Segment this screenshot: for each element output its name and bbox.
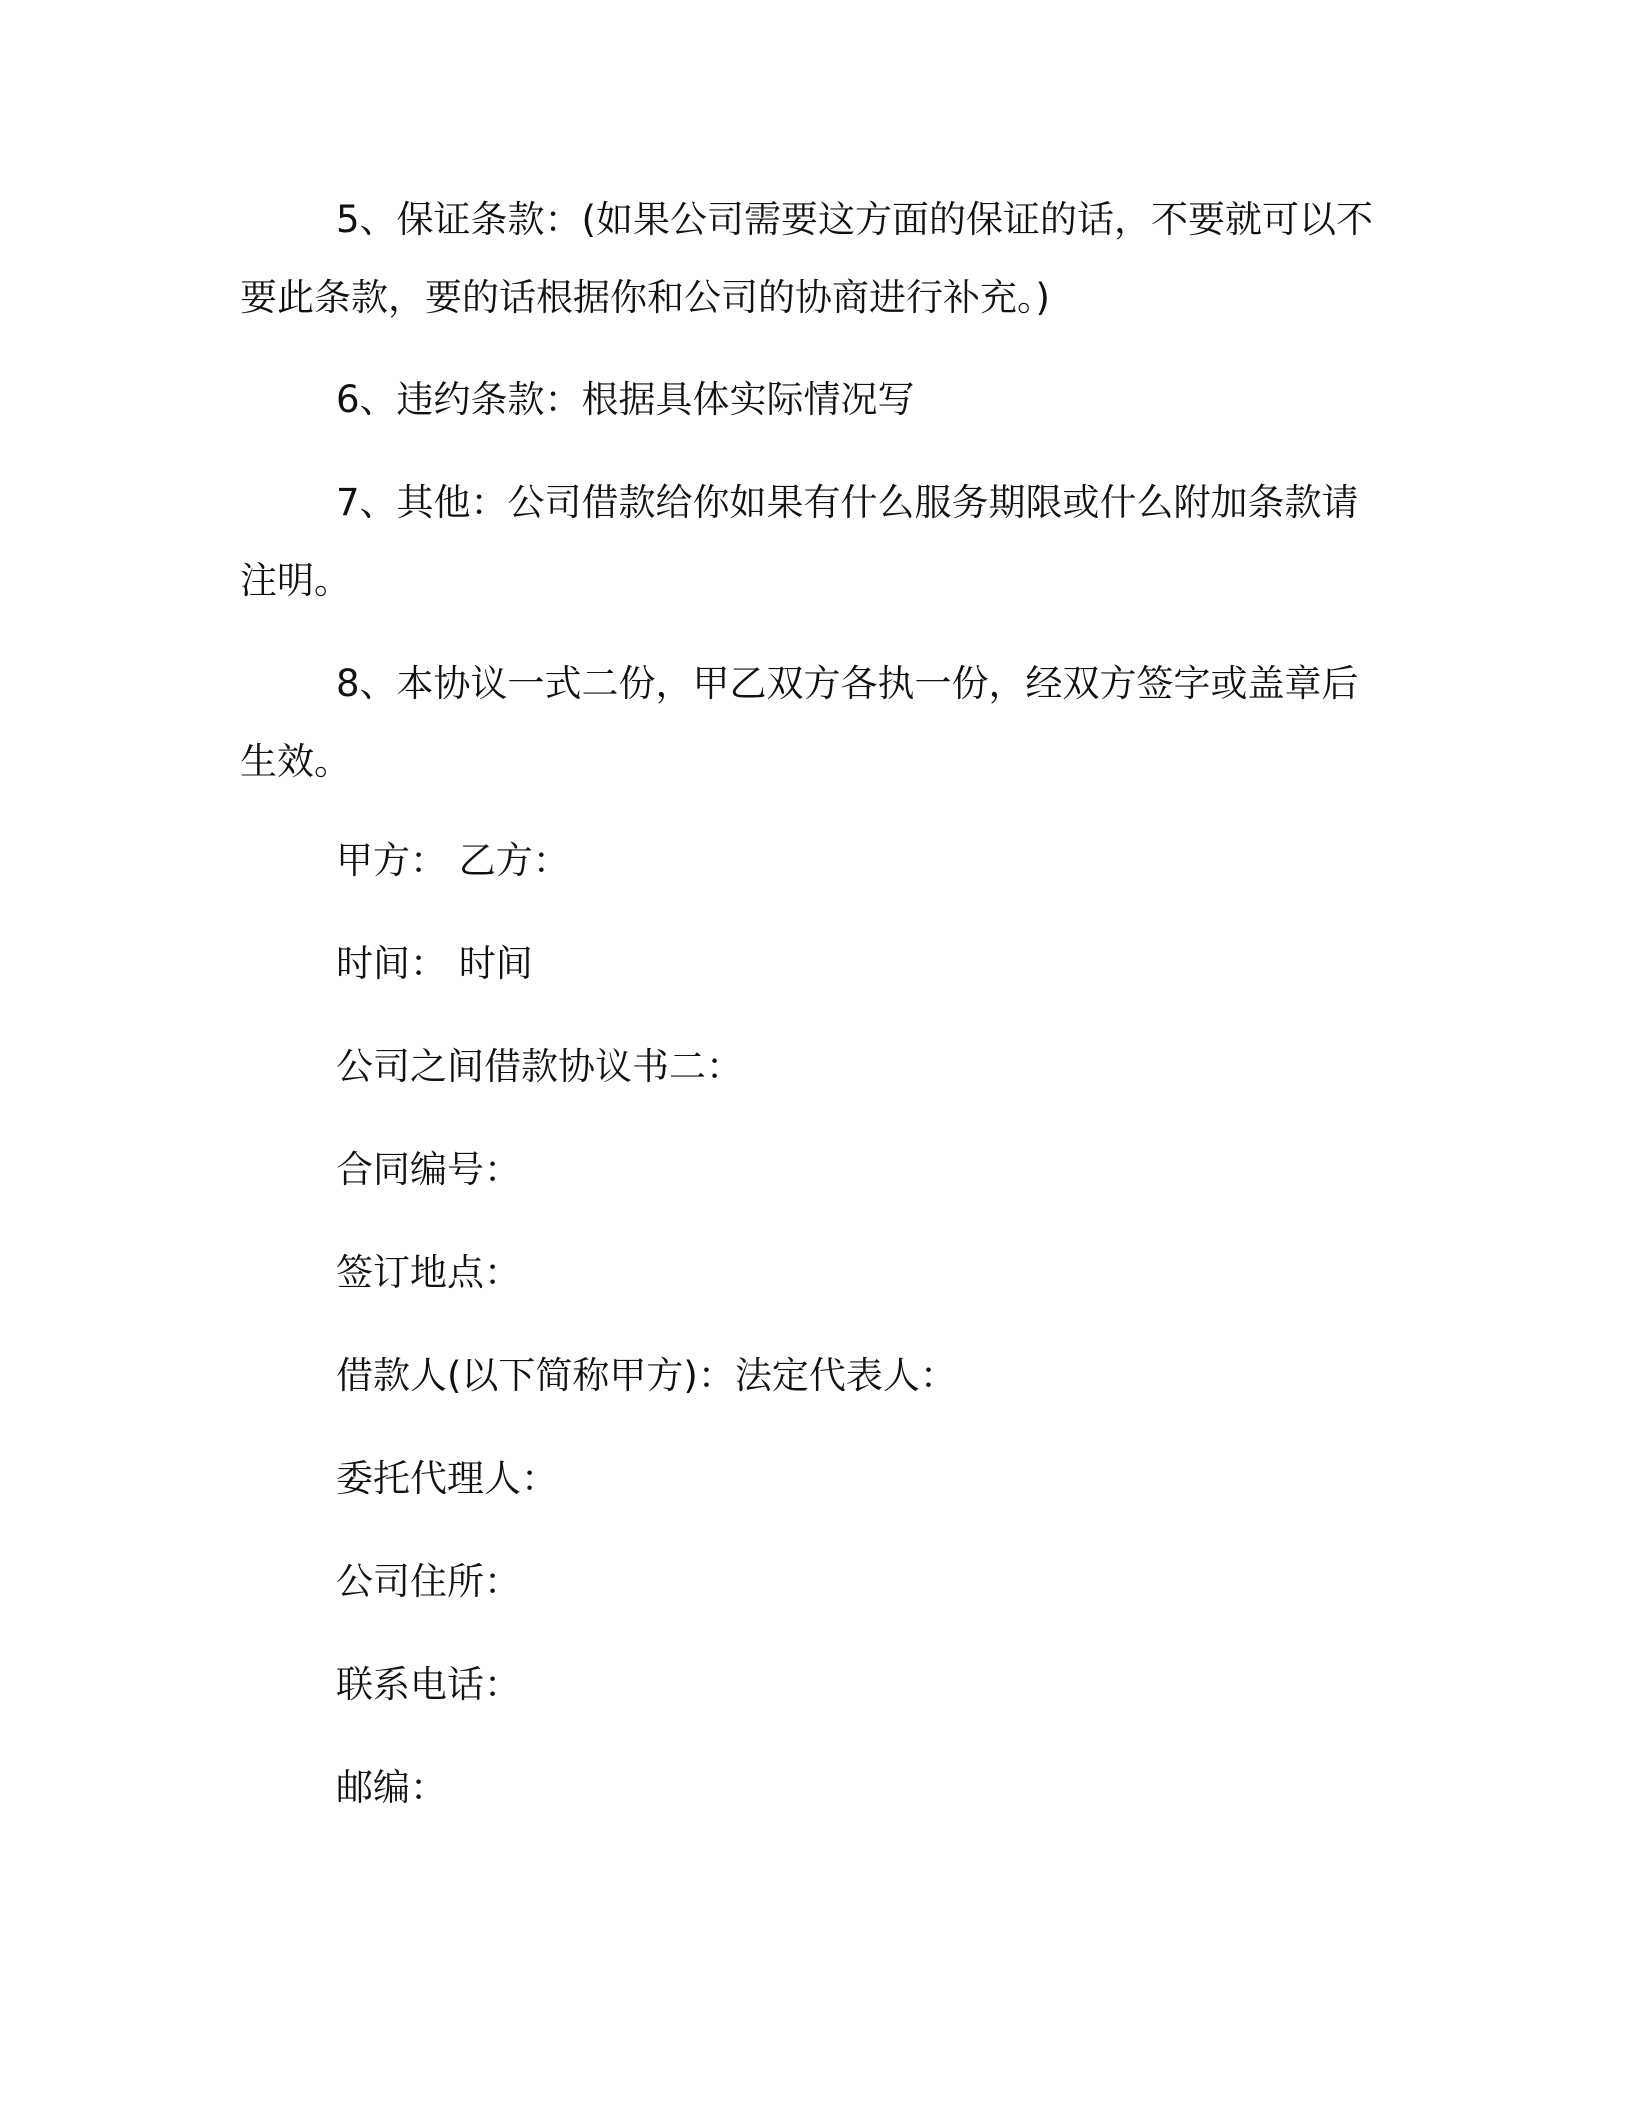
second-agreement-title: 公司之间借款协议书二： [336, 1045, 743, 1088]
signature-dates: 时间： 时间 [336, 942, 533, 985]
postcode-field: 邮编： [336, 1766, 447, 1809]
phone-field: 联系电话： [336, 1663, 521, 1706]
clause-7: 7、其他：公司借款给你如果有什么服务期限或什么附加条款请注明。 [240, 481, 1359, 602]
clause-5: 5、保证条款：(如果公司需要这方面的保证的话，不要就可以不要此条款，要的话根据你和公司的协商进行补充。) [240, 198, 1373, 319]
clause-8: 8、本协议一式二份，甲乙双方各执一份，经双方签字或盖章后生效。 [240, 662, 1359, 783]
address-field: 公司住所： [336, 1560, 521, 1603]
signing-place-field: 签订地点： [336, 1251, 521, 1294]
agent-field: 委托代理人： [336, 1457, 558, 1500]
signature-parties: 甲方： 乙方： [336, 839, 570, 882]
clause-6: 6、违约条款：根据具体实际情况写 [336, 378, 915, 421]
contract-number-field: 合同编号： [336, 1148, 521, 1191]
borrower-field: 借款人(以下简称甲方)：法定代表人： [336, 1354, 957, 1397]
